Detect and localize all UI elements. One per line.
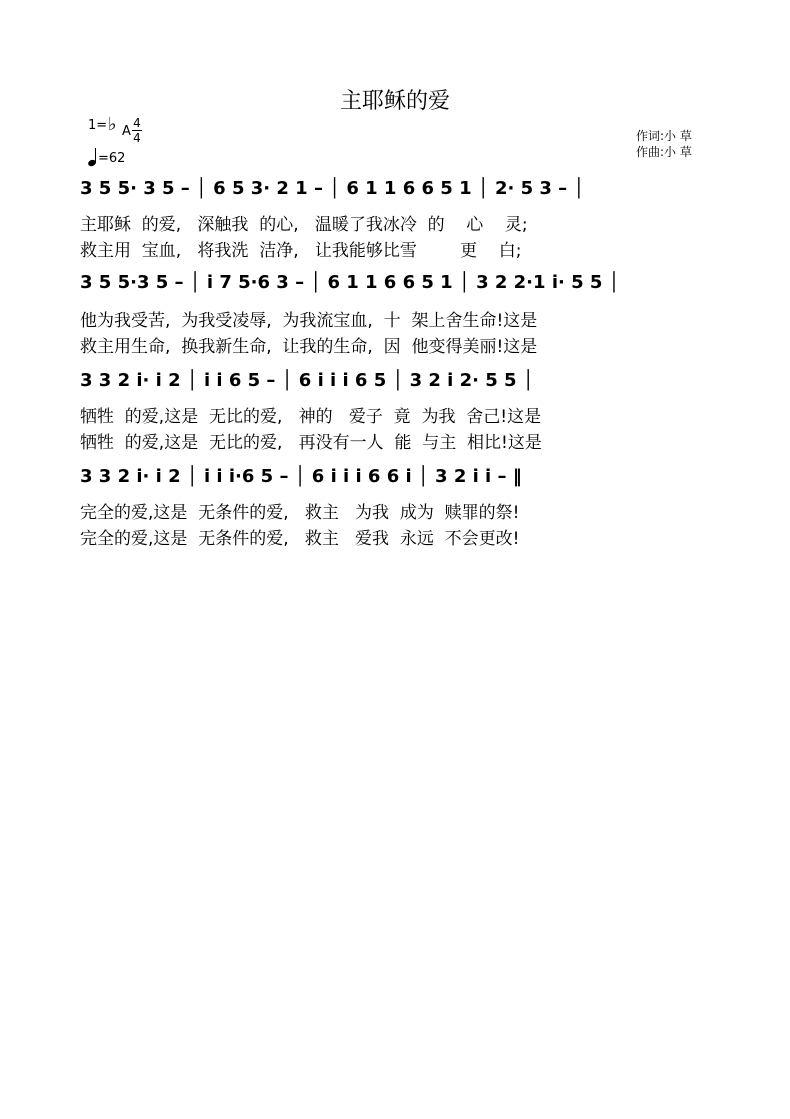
notation-line-1 [80, 178, 740, 208]
lyrics-line-1-verse-1: 主耶稣 的爱, 深触我 的心, 温暖了我冰冷 的 心 灵; [80, 215, 528, 235]
tempo-value: =62 [98, 151, 126, 166]
lyrics-line-4-verse-2: 完全的爱,这是 无条件的爱, 救主 爱我 永远 不会更改! [80, 529, 520, 549]
notes-line-3: 3 3 2 i· i 2 │ i i 6 5 – │ 6 i i i 6 5 │ 3 2 i 2· 5 5 │ [80, 370, 534, 391]
key-signature [88, 114, 141, 145]
lyrics-line-3-verse-1: 牺牲 的爱,这是 无比的爱, 神的 爱子 竟 为我 舍己!这是 [80, 407, 542, 427]
notation-line-3 [80, 370, 740, 400]
lyrics-line-1-verse-2: 救主用 宝血, 将我洗 洁净, 让我能够比雪 更 白; [80, 241, 522, 261]
key-note: A [122, 124, 131, 139]
time-signature [132, 116, 142, 145]
time-top: 4 [133, 116, 141, 130]
song-title: 主耶稣的爱 [339, 89, 450, 114]
composer: 作曲:小 草 [636, 145, 692, 159]
quarter-note-icon [88, 148, 98, 166]
notes-line-2: 3 5 5·3 5 – │ i 7 5·6 3 – │ 6 1 1 6 6 5 1 │ 3 2 2·1 i· 5 5 │ [80, 272, 620, 293]
lyrics-line-2-verse-2: 救主用生命, 换我新生命, 让我的生命, 因 他变得美丽!这是 [80, 337, 538, 357]
credits [636, 128, 692, 160]
time-bottom: 4 [133, 131, 141, 145]
notes-line-1: 3 5 5· 3 5 – │ 6 5 3· 2 1 – │ 6 1 1 6 6 5 1 │ 2· 5 3 – │ [80, 178, 585, 199]
lyrics-line-4-verse-1: 完全的爱,这是 无条件的爱, 救主 为我 成为 赎罪的祭! [80, 503, 520, 523]
flat-symbol: ♭ [108, 114, 117, 135]
notation-line-4 [80, 466, 740, 496]
tempo-mark [88, 148, 125, 166]
lyrics-line-2-verse-1: 他为我受苦, 为我受凌辱, 为我流宝血, 十 架上舍生命!这是 [80, 311, 538, 331]
lyricist: 作词:小 草 [636, 129, 692, 143]
key-prefix: 1= [88, 118, 108, 133]
notation-line-2 [80, 272, 740, 302]
lyrics-line-3-verse-2: 牺牲 的爱,这是 无比的爱, 再没有一人 能 与主 相比!这是 [80, 433, 542, 453]
notes-line-4: 3 3 2 i· i 2 │ i i i·6 5 – │ 6 i i i 6 6 i │ 3 2 i i – ‖ [80, 466, 522, 487]
